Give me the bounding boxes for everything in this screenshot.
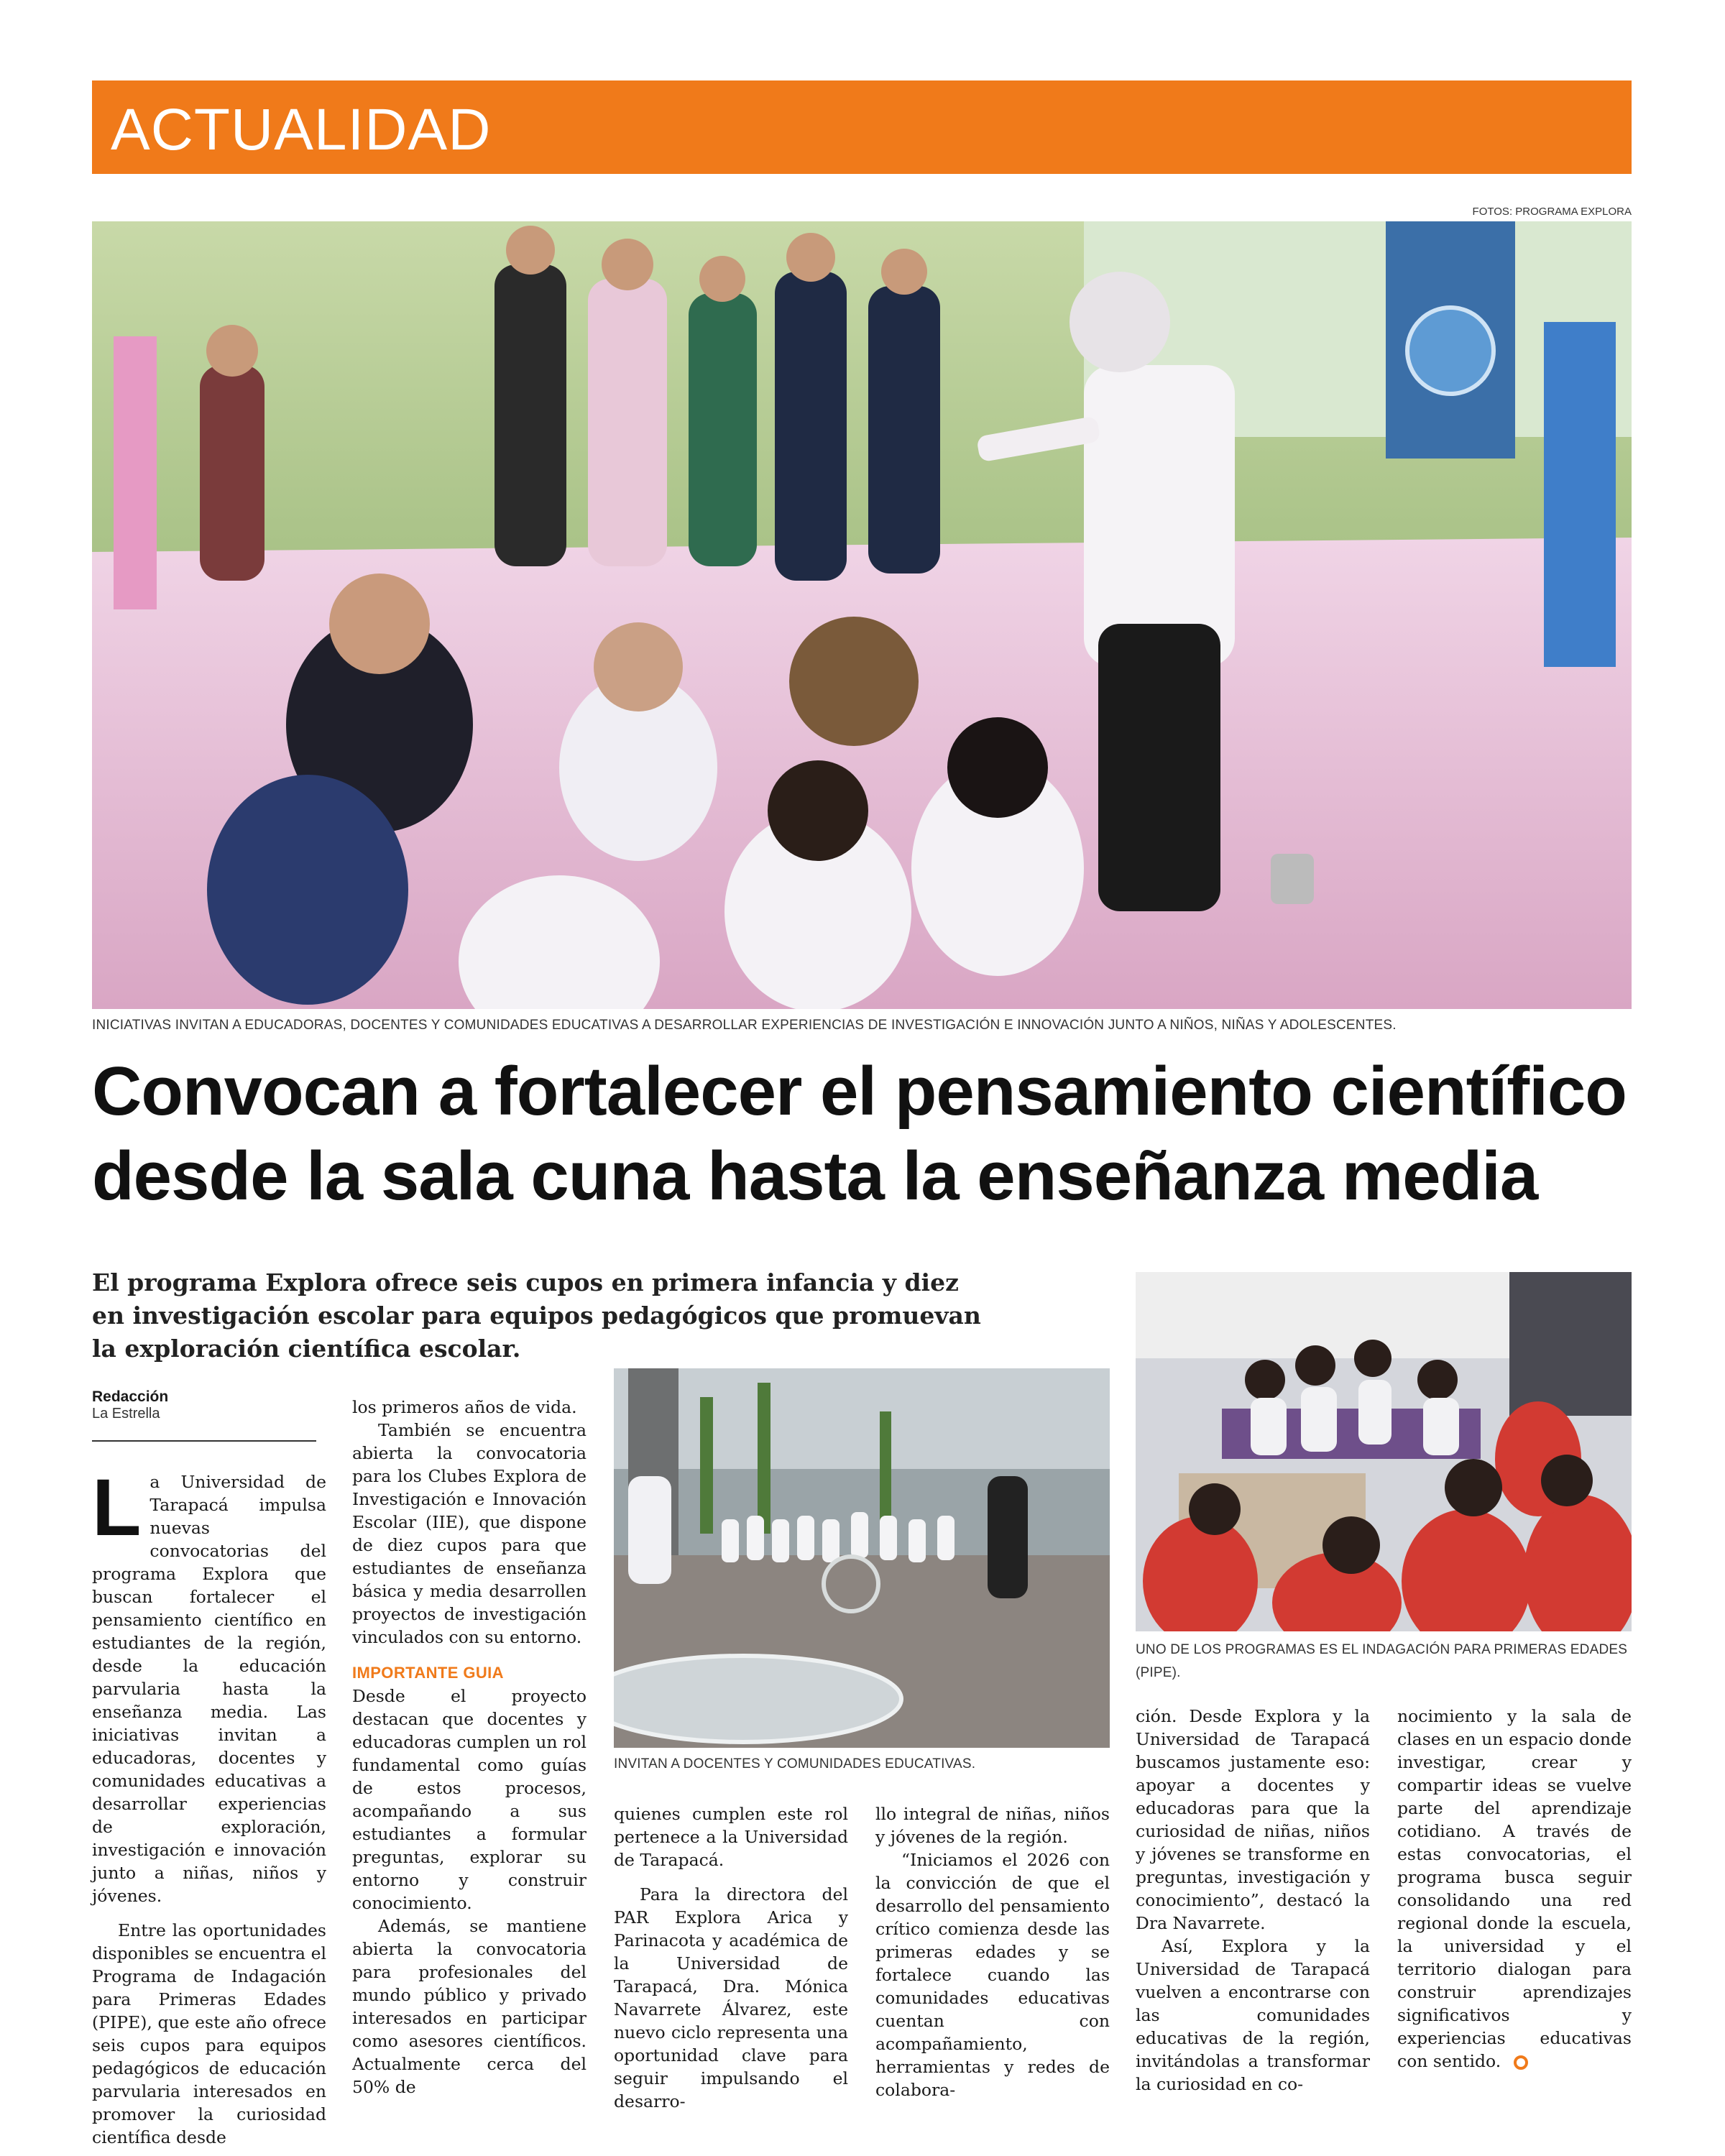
body-column-5 (1136, 1705, 1370, 2096)
subhead: IMPORTANTE GUIA (352, 1664, 504, 1682)
body-paragraph: llo integral de niñas, niños y jóvenes de la región. (875, 1804, 1110, 1847)
section-bar (92, 80, 1632, 174)
body-column-1 (92, 1462, 326, 2149)
main-photo (92, 221, 1632, 1009)
section-label: ACTUALIDAD (111, 97, 492, 162)
body-paragraph: Así, Explora y la Universidad de Tarapacá vuelven a encontrarse con las comunidades educativas de la región, invitándolas a transformar la curiosidad en co- (1136, 1936, 1370, 2094)
byline-author: Redacción (92, 1388, 169, 1405)
tertiary-photo-caption: UNO DE LOS PROGRAMAS ES EL INDAGACIÓN PARA PRIMERAS EDADES (PIPE). (1136, 1642, 1628, 1680)
secondary-photo-caption: INVITAN A DOCENTES Y COMUNIDADES EDUCATIVAS. (614, 1756, 976, 1772)
body-column-3 (614, 1802, 848, 2113)
headline-line-1: Convocan a fortalecer el pensamiento científico (92, 1053, 1627, 1130)
deck: El programa Explora ofrece seis cupos en primera infancia y diez en investigación escolar para equipos pedagógicos que promuevan la exploración científica escolar. (92, 1268, 981, 1363)
byline-paper: La Estrella (92, 1406, 160, 1422)
body-column-4 (875, 1802, 1110, 2101)
tertiary-photo (1136, 1272, 1632, 1631)
body-paragraph: nocimiento y la sala de clases en un espacio donde investigar, crear y compartir ideas se vuelve parte del aprendizaje cotidiano. A través de estas convocatorias, el programa busca seguir consolidando una red regional donde la escuela, la universidad y el territorio dialogan para construir aprendizajes significativos y experiencias educativas con sentido. (1397, 1706, 1632, 2071)
byline-rule (92, 1440, 316, 1442)
end-mark-icon (1514, 2055, 1528, 2070)
drop-cap: L (92, 1462, 142, 1552)
secondary-photo (614, 1368, 1110, 1748)
main-photo-caption: INICIATIVAS INVITAN A EDUCADORAS, DOCENTES Y COMUNIDADES EDUCATIVAS A DESARROLLAR EXPERIENCIAS DE INVESTIGACIÓN E INNOVACIÓN JUNTO A NIÑOS, NIÑAS Y ADOLESCENTES. (92, 1018, 1397, 1033)
body-paragraph: Entre las oportunidades disponibles se encuentra el Programa de Indagación para Primeras Edades (PIPE), que este año ofrece seis cupos para equipos pedagógicos de educación parvularia interesados en promover la curiosidad científica desde (92, 1920, 326, 2147)
byline (92, 1388, 168, 1422)
body-column-2 (352, 1396, 586, 2099)
body-paragraph: La Universidad de Tarapacá impulsa nuevas convocatorias del programa Explora que buscan fortalecer el pensamiento científico en estudiantes de la región, desde la educación parvularia hasta la enseñanza media. Las iniciativas invitan a educadoras, docentes y comunidades educativas a desarrollar experiencias de exploración, investigación e innovación junto a niñas, niños y jóvenes. (92, 1462, 326, 1906)
body-column-6 (1397, 1705, 1632, 2073)
body-paragraph: Para la directora del PAR Explora Arica y Parinacota y académica de la Universidad de Tarapacá, Dra. Mónica Navarrete Álvarez, este nuevo ciclo representa una oportunidad clave para seguir impulsando el desarro- (614, 1884, 848, 2111)
body-paragraph: ción. Desde Explora y la Universidad de Tarapacá buscamos justamente eso: apoyar a docentes y educadoras para que la curiosidad de niñas, niños y jóvenes se transforme en preguntas, investigación y conocimiento”, destacó la Dra Navarrete. (1136, 1706, 1370, 1933)
headline-line-2: desde la sala cuna hasta la enseñanza media (92, 1138, 1538, 1215)
body-paragraph: Además, se mantiene abierta la convocatoria para profesionales del mundo público y privado interesados en participar como asesores científicos. Actualmente cerca del 50% de (352, 1916, 586, 2097)
headline (92, 1049, 1632, 1219)
body-paragraph: “Iniciamos el 2026 con la convicción de que el desarrollo del pensamiento crítico comienza desde las primeras edades y se fortalece cuando las comunidades educativas cuentan con acompañamiento, herramientas y redes de colabora- (875, 1850, 1110, 2100)
photo-credit: FOTOS: PROGRAMA EXPLORA (1472, 206, 1632, 218)
body-paragraph: Desde el proyecto destacan que docentes y educadoras cumplen un rol fundamental como guías de estos procesos, acompañando a sus estudiantes a formular preguntas, explorar su entorno y construir conocimiento. (352, 1686, 586, 1913)
body-paragraph: quienes cumplen este rol pertenece a la Universidad de Tarapacá. (614, 1804, 848, 1870)
body-paragraph: También se encuentra abierta la convocatoria para los Clubes Explora de Investigación e Innovación Escolar (IIE), que dispone de diez cupos para que estudiantes de enseñanza básica y media desarrollen proyectos de investigación vinculados con su entorno. (352, 1420, 586, 1647)
body-paragraph: los primeros años de vida. (352, 1397, 577, 1417)
